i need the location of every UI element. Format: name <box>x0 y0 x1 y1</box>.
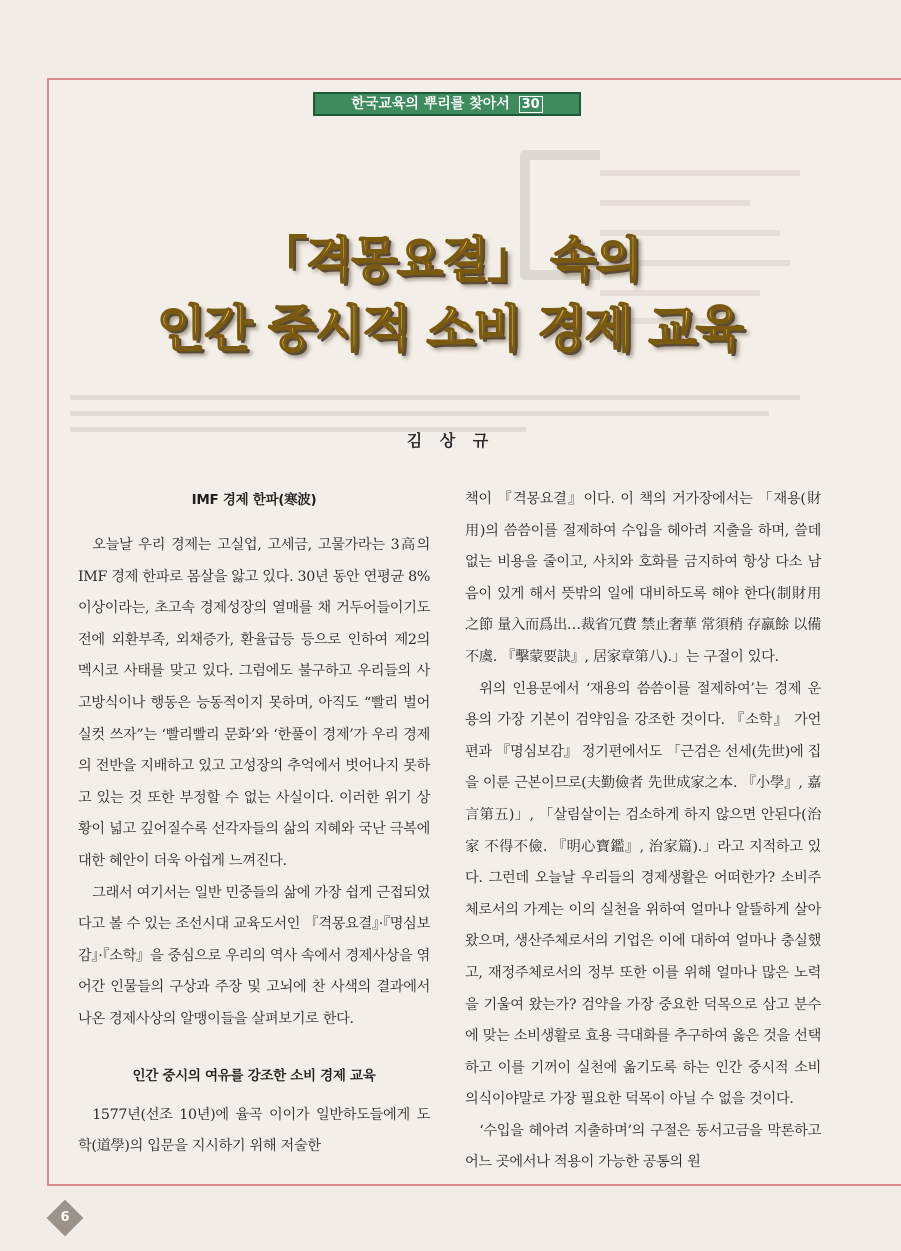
paragraph: 책이 『격몽요결』이다. 이 책의 거가장에서는 「재용(財用)의 씀씀이를 절제하여 수입을 헤아려 지출을 하며, 쓸데없는 비용을 줄이고, 사치와 호화를 금지하여 항상 다소 남음이 있게 해서 뜻밖의 일에 대비하도록 해야 한다(制財用之節 量入而爲出…裁省冗費 禁止奢華 常須稍 存羸餘 以備不虞. 『擊蒙要訣』, 居家章第八).」는 구절이 있다. <box>465 491 821 665</box>
page-number: 6 <box>60 1210 70 1225</box>
article-title-line-1: 「격몽요결」 속의 <box>259 232 641 288</box>
left-column <box>78 484 430 1163</box>
series-number: 30 <box>519 96 543 113</box>
section-heading-imf: IMF 경제 한파(寒波) <box>191 492 317 508</box>
paragraph: 위의 인용문에서 ‘재용의 씀씀이를 절제하여’는 경제 운용의 가장 기본이 검약임을 강조한 것이다. 『소학』 가언편과 『명심보감』 정기편에서도 「근검은 선세(先世)에 집을 이룬 근본이므로(夫勤儉者 先世成家之本. 『小學』, 嘉言第五)」, 「살림살이는 검소하게 하지 않으면 안된다(治家 不得不儉. 『明心寶鑑』, 治家篇).」라고 지적하고 있다. 그런데 오늘날 우리들의 경제생활은 어떠한가? 소비주체로서의 가계는 이의 실천을 위하여 얼마나 알뜰하게 살아 왔으며, 생산주체로서의 기업은 이에 대하여 얼마나 충실했고, 재정주체로서의 정부 또한 이를 위해 얼마나 많은 노력을 기울여 왔는가? 검약을 가장 중요한 덕목으로 삼고 분수에 맞는 소비생활로 효용 극대화를 추구하여 옳은 것을 선택하고 이를 기꺼이 실천에 옮기도록 하는 인간 중시적 소비 의식이야말로 가장 필요한 덕목이 아닐 수 없을 것이다. <box>465 680 821 1108</box>
series-banner <box>313 92 581 116</box>
right-column <box>465 484 821 1179</box>
author-name: 김 상 규 <box>406 431 495 450</box>
page-number-badge <box>47 1200 84 1237</box>
series-label: 한국교육의 뿌리를 찾아서 <box>351 96 510 112</box>
section-heading-consumption: 인간 중시의 여유를 강조한 소비 경제 교육 <box>132 1067 376 1084</box>
paragraph: ‘수입을 헤아려 지출하며’의 구절은 동서고금을 막론하고 어느 곳에서나 적용이 가능한 공통의 원 <box>465 1122 821 1171</box>
paragraph: 오늘날 우리 경제는 고실업, 고세금, 고물가라는 3高의 IMF 경제 한파로 몸살을 앓고 있다. 30년 동안 연평균 8% 이상이라는, 초고속 경제성장의 열매를 채 거두어들이기도 전에 외환부족, 외채증가, 환율급등 등으로 인하여 제2의 멕시코 사태를 맞고 있다. 그럼에도 불구하고 우리들의 사고방식이나 행동은 능동적이지 못하며, 아직도 “빨리 벌어 실컷 쓰자”는 ‘빨리빨리 문화’와 ‘한풀이 경제’가 우리 경제의 전반을 지배하고 있고 고성장의 추억에서 벗어나지 못하고 있는 것 또한 부정할 수 없는 사실이다. 이러한 위기 상황이 넓고 깊어질수록 선각자들의 삶의 지혜와 국난 극복에 대한 혜안이 더욱 아쉽게 느껴진다. <box>78 537 430 869</box>
paragraph: 그래서 여기서는 일반 민중들의 삶에 가장 쉽게 근접되었다고 볼 수 있는 조선시대 교육도서인 『격몽요결』·『명심보감』·『소학』을 중심으로 우리의 역사 속에서 경제사상을 엮어간 인물들의 구상과 주장 및 고뇌에 찬 사색의 결과에서 나온 경제사상의 알맹이들을 살펴보기로 한다. <box>78 884 430 1027</box>
paragraph: 1577년(선조 10년)에 율곡 이이가 일반하도들에게 도학(道學)의 입문을 지시하기 위해 저술한 <box>78 1106 430 1155</box>
article-title-line-2: 인간 중시적 소비 경제 교육 <box>157 300 743 358</box>
